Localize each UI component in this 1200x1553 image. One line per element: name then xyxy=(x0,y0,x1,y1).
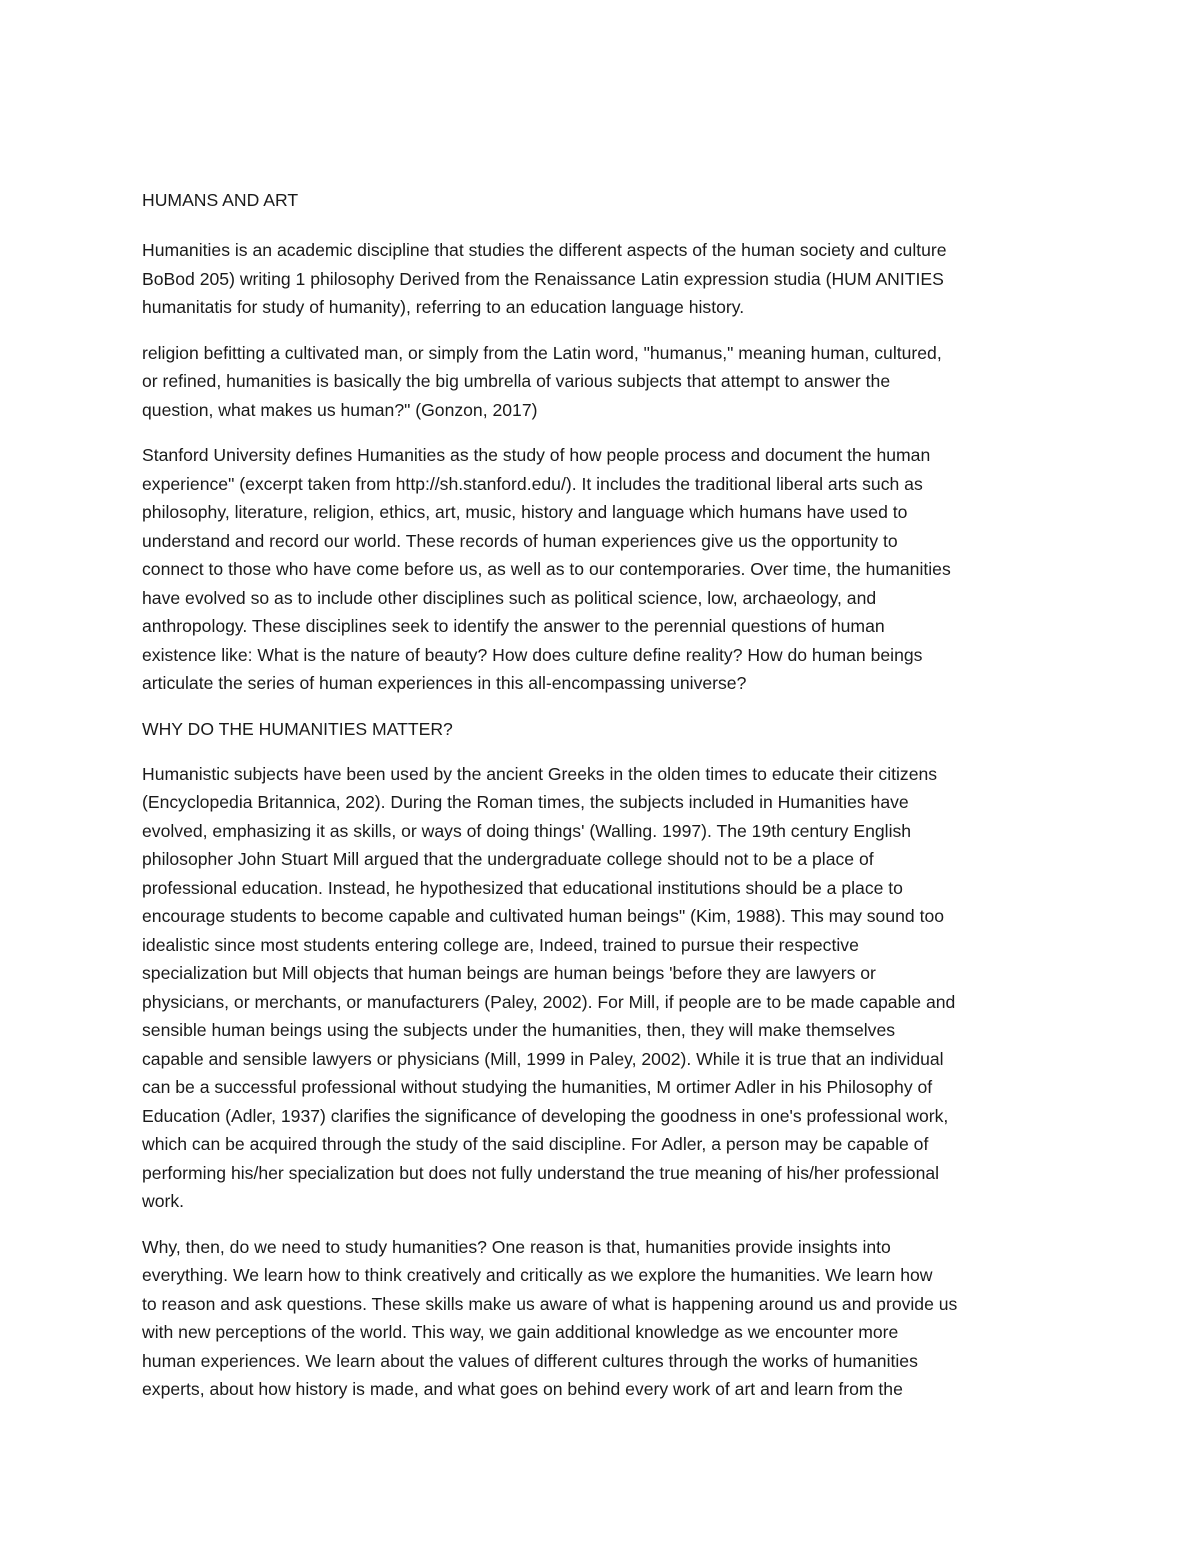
text-line: humanitatis for study of humanity), referring to an education language history. xyxy=(142,297,745,317)
text-line: idealistic since most students entering college are, Indeed, trained to pursue their respective xyxy=(142,934,859,955)
text-line: Education (Adler, 1937) clarifies the significance of developing the goodness in one's professional work, xyxy=(142,1105,949,1126)
text-line: connect to those who have come before us, as well as to our contemporaries. Over time, the humanities xyxy=(142,559,951,579)
text-line: experience" (excerpt taken from http://sh.stanford.edu/). It includes the traditional liberal arts such as xyxy=(142,473,923,494)
stanford-paragraph xyxy=(142,441,1062,698)
text-line: understand and record our world. These records of human experiences give us the opportunity to xyxy=(142,530,898,551)
text-line: experts, about how history is made, and what goes on behind every work of art and learn from the xyxy=(142,1379,903,1399)
text-line: have evolved so as to include other disciplines such as political science, low, archaeology, and xyxy=(142,587,877,608)
text-line: sensible human beings using the subjects under the humanities, then, they will make themselves xyxy=(142,1020,896,1040)
text-line: Humanities is an academic discipline that studies the different aspects of the human society and culture xyxy=(142,240,947,260)
humanistic-paragraph xyxy=(142,760,1062,1216)
text-line: philosopher John Stuart Mill argued that the undergraduate college should not to be a place of xyxy=(142,849,874,869)
text-line: human experiences. We learn about the values of different cultures through the works of humanities xyxy=(142,1350,918,1371)
text-line: evolved, emphasizing it as skills, or ways of doing things' (Walling. 1997). The 19th century English xyxy=(142,820,912,841)
text-line: can be a successful professional without studying the humanities, M ortimer Adler in his Philosophy of xyxy=(142,1077,933,1097)
text-line: work. xyxy=(142,1191,185,1211)
text-line: physicians, or merchants, or manufacturers (Paley, 2002). For Mill, if people are to be made capable and xyxy=(142,991,956,1012)
text-line: which can be acquired through the study of the said discipline. For Adler, a person may be capable of xyxy=(142,1134,929,1154)
text-line: anthropology. These disciplines seek to identify the answer to the perennial questions of human xyxy=(142,616,885,636)
text-line: existence like: What is the nature of beauty? How does culture define reality? How do human beings xyxy=(142,644,923,665)
intro-paragraph xyxy=(142,236,1062,322)
section-heading: WHY DO THE HUMANITIES MATTER? xyxy=(142,718,453,739)
text-line: specialization but Mill objects that human beings are human beings 'before they are lawyers or xyxy=(142,963,876,983)
text-line: philosophy, literature, religion, ethics, art, music, history and language which humans have used to xyxy=(142,502,908,522)
text-line: professional education. Instead, he hypothesized that educational institutions should be a place to xyxy=(142,877,903,898)
text-line: religion befitting a cultivated man, or simply from the Latin word, "humanus," meaning human, cultured, xyxy=(142,342,942,363)
text-line: Why, then, do we need to study humanities? One reason is that, humanities provide insights into xyxy=(142,1236,891,1257)
text-line: Stanford University defines Humanities as the study of how people process and document the human xyxy=(142,445,931,465)
text-line: everything. We learn how to think creatively and critically as we explore the humanities. We learn how xyxy=(142,1265,933,1285)
religion-paragraph xyxy=(142,339,1062,425)
text-line: (Encyclopedia Britannica, 202). During the Roman times, the subjects included in Humanities have xyxy=(142,792,909,812)
text-line: articulate the series of human experiences in this all-encompassing universe? xyxy=(142,673,747,693)
text-line: question, what makes us human?" (Gonzon, 2017) xyxy=(142,399,538,420)
document-page xyxy=(142,186,1062,1421)
text-line: to reason and ask questions. These skills make us aware of what is happening around us and provide us xyxy=(142,1293,958,1314)
text-line: capable and sensible lawyers or physicians (Mill, 1999 in Paley, 2002). While it is true that an individual xyxy=(142,1048,944,1069)
text-line: performing his/her specialization but does not fully understand the true meaning of his/her professional xyxy=(142,1162,940,1183)
document-title: HUMANS AND ART xyxy=(142,190,299,210)
text-line: BoBod 205) writing 1 philosophy Derived from the Renaissance Latin expression studia (HUM ANITIES xyxy=(142,268,944,289)
text-line: or refined, humanities is basically the big umbrella of various subjects that attempt to answer the xyxy=(142,371,891,391)
text-line: Humanistic subjects have been used by the ancient Greeks in the olden times to educate their citizens xyxy=(142,763,938,784)
text-line: with new perceptions of the world. This way, we gain additional knowledge as we encounter more xyxy=(142,1322,899,1342)
text-line: encourage students to become capable and cultivated human beings" (Kim, 1988). This may sound too xyxy=(142,906,945,926)
why-paragraph xyxy=(142,1233,1062,1404)
